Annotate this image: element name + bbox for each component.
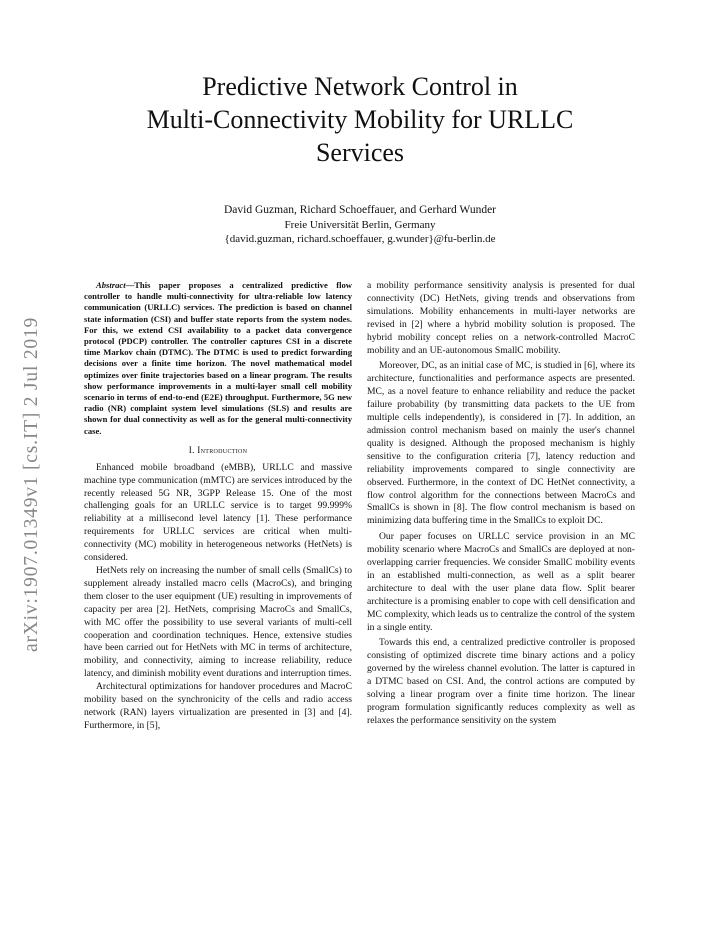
abstract (84, 280, 352, 437)
abstract-text: —This paper proposes a centralized predictive flow controller to handle multi-connectivity for ultra-reliable low latency communication (URLLC) services. The prediction is based on channel state information (CSI) and buffer state reports from the system nodes. For this, we extend CSI availability to a packet data convergence protocol (PDCP) controller. The controller captures CSI in a discrete time Markov chain (DTMC). The DTMC is used to predict forwarding decisions over a finite time horizon. The novel mathematical model optimizes over finite trajectories based on a linear program. The results show performance improvements in a multi-layer small cell mobility scenario in terms of end-to-end (E2E) throughput. Furthermore, 5G new radio (NR) complaint system level simulations (SLS) and results are shown for dual connectivity as well as for the general multi-connectivity case. (84, 280, 352, 436)
paragraph: Enhanced mobile broadband (eMBB), URLLC and massive machine type communication (mMTC) are services introduced by the recently released 5G NR, 3GPP Release 15. One of the most challenging goals for an URLLC service is to target 99.999% reliability at a millisecond level latency [1]. These performance requirements for URLLC services are critical when multi-connectivity (MC) mobility in heterogeneous networks (HetNets) is considered. (84, 461, 352, 564)
left-column (84, 280, 352, 733)
title-line-1: Predictive Network Control in (202, 72, 518, 101)
title-line-3: Services (315, 138, 405, 167)
author-affiliation: Freie Universität Berlin, Germany (284, 219, 436, 231)
section-title: Introduction (197, 444, 248, 455)
author-emails: {david.guzman, richard.schoeffauer, g.wunder}@fu-berlin.de (224, 233, 496, 245)
section-heading-introduction (84, 444, 352, 457)
paragraph: Towards this end, a centralized predictive controller is proposed consisting of optimized discrete time binary actions and a policy governed by the wireless channel evolution. The latter is captured in a DTMC based on CSI. And, the control actions are computed by solving a linear program over a finite time horizon. The linear program formulation significantly reduces complexity as well as relaxes the performance sensitivity on the system (367, 637, 635, 726)
paragraph: Moreover, DC, as an initial case of MC, is studied in [6], where its architecture, functionalities and performance aspects are presented. MC, as a novel feature to enhance reliability and reduce the packet failure probability (by transmitting data packets to the UE from multiple cells independently), is considered in [7]. In addition, an admission control mechanism based on mainly the user's channel quality is designed. Although the proposed mechanism is highly sensitive to the configuration criteria [7], latency reduction and reliability improvements compared to single connectivity are observed. Furthermore, in the context of DC HetNet connectivity, a flow control algorithm for the connections between MacroCs and SmallCs is shown in [8]. The flow control mechanism is based on minimizing data buffering time in the SmallCs to exploit DC. (367, 360, 635, 527)
title-line-2: Multi-Connectivity Mobility for URLLC (146, 105, 574, 134)
paragraph: Our paper focuses on URLLC service provision in an MC mobility scenario where MacroCs and SmallCs are deployed at non-overlapping carrier frequencies. We consider SmallC mobility events in an established multi-connection, as well as a split bearer architecture to deal with the user plane data flow. Split bearer architecture is a promising enabler to cope with cell densification and MC complexity, which leads us to centralize the control of the system in a single entity. (367, 531, 635, 633)
section-number: I. (188, 444, 195, 455)
arxiv-stamp: arXiv:1907.01349v1 [cs.IT] 2 Jul 2019 (21, 316, 42, 652)
paragraph: HetNets rely on increasing the number of small cells (SmallCs) to supplement already installed macro cells (MacroCs), and bringing them closer to the user equipment (UE) resulting in improvements of capacity per area [2]. HetNets, comprising MacroCs and SmallCs, with MC offer the possibility to use several variants of multi-cell cooperation and coordination techniques. Hence, extensive studies have been carried out for HetNets with MC in terms of architecture, mobility, and connectivity, aiming to increase reliability, reduce latency, and diminish mobility event durations and interruption times. (84, 565, 352, 680)
author-names: David Guzman, Richard Schoeffauer, and Gerhard Wunder (224, 204, 496, 216)
author-block (120, 203, 600, 246)
paragraph: Architectural optimizations for handover procedures and MacroC mobility based on the synchronicity of the cells and radio access network (RAN) layers virtualization are presented in [3] and [4]. Furthermore, in [5], (84, 681, 352, 731)
abstract-lead: Abstract (96, 280, 126, 290)
paragraph: a mobility performance sensitivity analysis is presented for dual connectivity (DC) HetNets, giving trends and observations from simulations. Mobility enhancements in multi-layer networks are revised in [2] where a hybrid mobility solution is proposed. The hybrid mobility concept relies on a network-controlled MacroC mobility and an UE-autonomous SmallC mobility. (367, 280, 635, 356)
right-column (367, 280, 635, 728)
paper-title (80, 70, 640, 169)
